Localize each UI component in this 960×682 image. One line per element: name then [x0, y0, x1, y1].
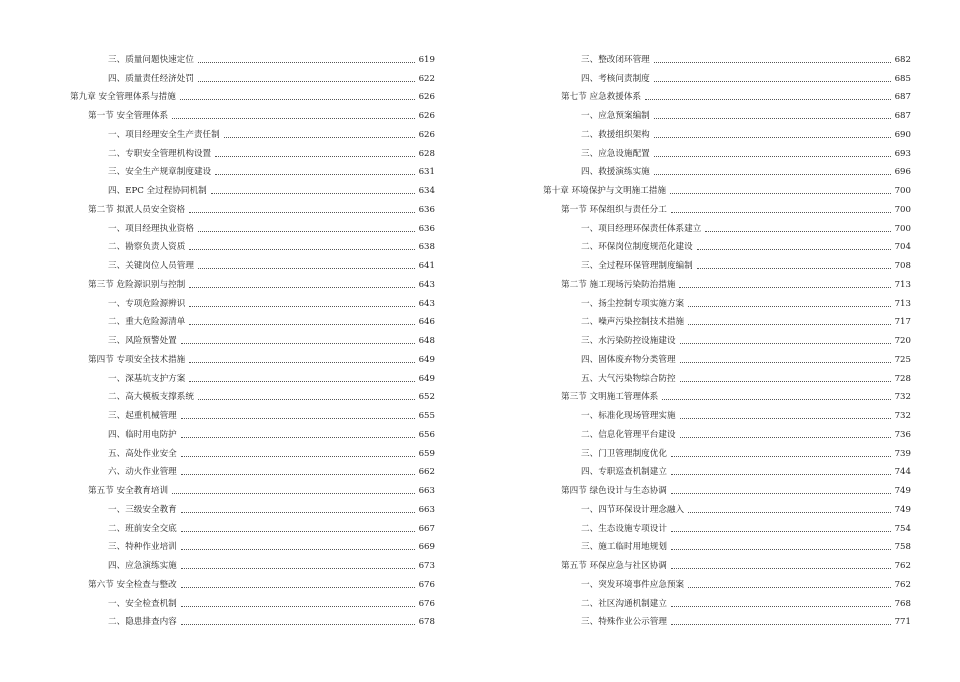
toc-entry-page-number: 648 — [418, 336, 435, 346]
toc-entry — [543, 84, 911, 103]
dot-leader — [181, 512, 415, 513]
toc-entry — [543, 290, 911, 309]
toc-entry-title: 第一节 安全管理体系 — [88, 111, 169, 121]
toc-entry — [543, 571, 911, 590]
toc-entry-title: 三、应急设施配置 — [581, 148, 650, 159]
toc-entry-title: 四、救援演练实施 — [581, 167, 650, 178]
dot-leader — [688, 587, 890, 588]
dot-leader — [172, 118, 415, 119]
toc-entry — [543, 384, 911, 403]
toc-entry-page-number: 771 — [894, 617, 911, 628]
toc-entry-title: 二、专职安全管理机构设置 — [108, 148, 212, 159]
dot-leader — [189, 249, 414, 250]
toc-entry-page-number: 649 — [418, 373, 435, 384]
dot-leader — [172, 493, 415, 494]
toc-entry-page-number: 732 — [894, 411, 911, 421]
toc-entry-title: 二、班前安全交底 — [108, 523, 177, 534]
toc-entry — [543, 121, 911, 140]
dot-leader — [198, 62, 415, 63]
toc-entry-title: 第二节 拟派人员安全资格 — [88, 204, 186, 215]
toc-entry-page-number: 704 — [894, 242, 911, 253]
toc-entry — [70, 309, 435, 328]
toc-entry-page-number: 667 — [418, 523, 435, 534]
toc-entry — [543, 365, 911, 384]
toc-entry-page-number: 713 — [894, 298, 911, 309]
toc-entry-title: 第四节 专项安全技术措施 — [88, 354, 186, 365]
dot-leader — [181, 437, 415, 438]
toc-entry-title: 三、关键岗位人员管理 — [108, 261, 194, 271]
dot-leader — [189, 362, 414, 363]
toc-entry-page-number: 622 — [418, 73, 435, 84]
dot-leader — [671, 606, 891, 607]
dot-leader — [654, 174, 891, 175]
dot-leader — [189, 287, 414, 288]
toc-entry-page-number: 652 — [418, 392, 435, 403]
dot-leader — [189, 381, 414, 382]
dot-leader — [181, 418, 415, 419]
dot-leader — [697, 249, 891, 250]
toc-entry — [543, 440, 911, 459]
toc-entry — [543, 590, 911, 609]
toc-entry-title: 三、门卫管理制度优化 — [581, 448, 667, 459]
toc-entry — [70, 590, 435, 609]
toc-entry-title: 三、整改闭环管理 — [581, 54, 650, 65]
toc-entry-title: 二、环保岗位制度规范化建设 — [581, 242, 693, 253]
toc-entry-title: 六、动火作业管理 — [108, 467, 177, 478]
toc-entry-page-number: 687 — [894, 92, 911, 103]
toc-entry — [543, 159, 911, 178]
toc-entry — [543, 102, 911, 121]
toc-entry — [543, 459, 911, 478]
toc-entry-title: 一、项目经理执业资格 — [108, 223, 194, 234]
toc-entry-page-number: 685 — [894, 73, 911, 84]
toc-entry-title: 一、四节环保设计理念融入 — [581, 504, 685, 515]
toc-entry-page-number: 631 — [418, 167, 435, 178]
toc-entry-title: 一、应急预案编制 — [581, 111, 650, 121]
toc-entry-title: 二、噪声污染控制技术措施 — [581, 317, 685, 328]
toc-entry — [70, 46, 435, 65]
dot-leader — [189, 324, 414, 325]
toc-entry-title: 一、扬尘控制专项实施方案 — [581, 298, 685, 309]
dot-leader — [680, 418, 891, 419]
toc-entry-page-number: 696 — [894, 167, 911, 178]
toc-entry-title: 二、信息化管理平台建设 — [581, 429, 676, 440]
toc-entry-title: 三、质量问题快速定位 — [108, 54, 194, 65]
dot-leader — [645, 99, 891, 100]
toc-entry — [543, 496, 911, 515]
toc-entry-title: 二、社区沟通机制建立 — [581, 598, 667, 609]
toc-entry-page-number: 754 — [894, 523, 911, 534]
toc-entry-title: 第五节 环保应急与社区协调 — [561, 561, 667, 571]
toc-entry-page-number: 676 — [418, 598, 435, 609]
toc-entry — [543, 327, 911, 346]
toc-entry-page-number: 713 — [894, 279, 911, 290]
toc-entry — [70, 140, 435, 159]
dot-leader — [198, 81, 415, 82]
dot-leader — [181, 606, 415, 607]
toc-entry-page-number: 700 — [894, 223, 911, 234]
toc-entry-title: 三、水污染防控设施建设 — [581, 336, 676, 346]
toc-entry-title: 一、深基坑支护方案 — [108, 373, 186, 384]
toc-entry-title: 四、考核问责制度 — [581, 73, 650, 84]
toc-entry-page-number: 720 — [894, 336, 911, 346]
toc-entry-title: 第五节 安全教育培训 — [88, 486, 169, 496]
dot-leader — [662, 399, 890, 400]
dot-leader — [671, 212, 891, 213]
toc-entry — [70, 515, 435, 534]
toc-entry-page-number: 758 — [894, 542, 911, 553]
dot-leader — [224, 137, 415, 138]
toc-entry-page-number: 643 — [418, 298, 435, 309]
toc-entry-page-number: 646 — [418, 317, 435, 328]
toc-entry-page-number: 626 — [418, 111, 435, 121]
dot-leader — [198, 268, 415, 269]
toc-entry-title: 三、安全生产规章制度建设 — [108, 167, 212, 178]
dot-leader — [671, 456, 891, 457]
toc-entry-title: 一、三级安全教育 — [108, 504, 177, 515]
toc-entry-title: 一、项目经理环保责任体系建立 — [581, 223, 702, 234]
toc-entry-page-number: 762 — [894, 561, 911, 571]
toc-entry-page-number: 744 — [894, 467, 911, 478]
dot-leader — [688, 324, 890, 325]
dot-leader — [189, 306, 414, 307]
toc-entry-page-number: 749 — [894, 486, 911, 496]
toc-entry-page-number: 662 — [418, 467, 435, 478]
dot-leader — [671, 493, 891, 494]
toc-entry-page-number: 638 — [418, 242, 435, 253]
dot-leader — [688, 512, 890, 513]
toc-entry-title: 一、安全检查机制 — [108, 598, 177, 609]
toc-entry — [70, 84, 435, 103]
toc-entry-title: 四、专职巡查机制建立 — [581, 467, 667, 478]
dot-leader — [679, 287, 890, 288]
toc-entry-title: 四、临时用电防护 — [108, 429, 177, 440]
toc-entry — [70, 271, 435, 290]
toc-entry-page-number: 762 — [894, 579, 911, 590]
dot-leader — [654, 156, 891, 157]
dot-leader — [654, 81, 891, 82]
dot-leader — [211, 193, 415, 194]
dot-leader — [181, 624, 415, 625]
toc-entry — [543, 196, 911, 215]
toc-entry — [70, 459, 435, 478]
toc-entry-page-number: 690 — [894, 129, 911, 140]
toc-entry-page-number: 636 — [418, 223, 435, 234]
dot-leader — [671, 568, 891, 569]
toc-entry-page-number: 682 — [894, 54, 911, 65]
toc-entry-page-number: 708 — [894, 261, 911, 271]
dot-leader — [181, 531, 415, 532]
toc-entry — [543, 46, 911, 65]
toc-entry-title: 第一节 环保组织与责任分工 — [561, 204, 667, 215]
toc-entry — [543, 477, 911, 496]
toc-entry — [70, 215, 435, 234]
toc-entry-page-number: 728 — [894, 373, 911, 384]
toc-entry — [70, 65, 435, 84]
toc-entry-title: 五、高处作业安全 — [108, 448, 177, 459]
toc-entry-page-number: 739 — [894, 448, 911, 459]
dot-leader — [654, 118, 891, 119]
dot-leader — [671, 624, 891, 625]
dot-leader — [670, 193, 891, 194]
dot-leader — [215, 174, 414, 175]
toc-entry-title: 二、重大危险源清单 — [108, 317, 186, 328]
toc-entry-page-number: 663 — [418, 486, 435, 496]
toc-entry-title: 一、突发环境事件应急预案 — [581, 579, 685, 590]
toc-entry-title: 第十章 环境保护与文明施工措施 — [543, 186, 667, 196]
dot-leader — [181, 343, 415, 344]
toc-entry-title: 四、固体废弃物分类管理 — [581, 354, 676, 365]
toc-entry — [543, 140, 911, 159]
dot-leader — [181, 456, 415, 457]
toc-entry-title: 第四节 绿色设计与生态协调 — [561, 486, 667, 496]
dot-leader — [680, 362, 891, 363]
toc-entry-page-number: 643 — [418, 279, 435, 290]
toc-entry-title: 一、专项危险源辨识 — [108, 298, 186, 309]
dot-leader — [680, 437, 891, 438]
toc-entry-title: 五、大气污染物综合防控 — [581, 373, 676, 384]
dot-leader — [198, 399, 415, 400]
dot-leader — [671, 474, 891, 475]
dot-leader — [181, 549, 415, 550]
toc-entry — [70, 290, 435, 309]
toc-entry — [70, 496, 435, 515]
toc-entry — [70, 346, 435, 365]
toc-entry-page-number: 725 — [894, 354, 911, 365]
toc-entry-title: 一、项目经理安全生产责任制 — [108, 129, 220, 140]
toc-entry — [543, 215, 911, 234]
toc-entry-page-number: 673 — [418, 561, 435, 571]
toc-entry — [70, 571, 435, 590]
dot-leader — [671, 549, 891, 550]
toc-entry-title: 二、救援组织架构 — [581, 129, 650, 140]
toc-entry — [543, 177, 911, 196]
toc-entry — [543, 609, 911, 628]
toc-entry-title: 二、生态设施专项设计 — [581, 523, 667, 534]
dot-leader — [654, 62, 891, 63]
toc-entry-page-number: 626 — [418, 92, 435, 103]
dot-leader — [654, 137, 891, 138]
toc-entry — [543, 402, 911, 421]
toc-entry — [543, 534, 911, 553]
toc-entry-title: 第七节 应急救援体系 — [561, 92, 642, 103]
toc-entry-page-number: 636 — [418, 204, 435, 215]
toc-entry — [543, 271, 911, 290]
toc-entry-page-number: 659 — [418, 448, 435, 459]
toc-entry-title: 第九章 安全管理体系与措施 — [70, 92, 176, 103]
toc-entry — [70, 365, 435, 384]
toc-entry — [543, 346, 911, 365]
toc-entry-page-number: 768 — [894, 598, 911, 609]
toc-entry-title: 四、EPC 全过程协同机制 — [108, 186, 207, 196]
toc-entry-page-number: 736 — [894, 429, 911, 440]
dot-leader — [680, 381, 891, 382]
toc-entry-page-number: 669 — [418, 542, 435, 553]
toc-entry-page-number: 641 — [418, 261, 435, 271]
toc-entry-page-number: 717 — [894, 317, 911, 328]
toc-entry — [543, 515, 911, 534]
toc-entry — [543, 65, 911, 84]
toc-entry-page-number: 749 — [894, 504, 911, 515]
toc-entry-page-number: 687 — [894, 111, 911, 121]
toc-entry-title: 四、应急演练实施 — [108, 561, 177, 571]
toc-entry — [70, 102, 435, 121]
dot-leader — [181, 568, 415, 569]
toc-entry — [70, 327, 435, 346]
toc-entry-title: 二、高大模板支撑系统 — [108, 392, 194, 403]
toc-entry-title: 三、施工临时用地规划 — [581, 542, 667, 553]
toc-entry-title: 四、质量责任经济处罚 — [108, 73, 194, 84]
dot-leader — [198, 231, 415, 232]
toc-entry-page-number: 655 — [418, 411, 435, 421]
toc-entry-title: 三、起重机械管理 — [108, 411, 177, 421]
toc-entry-page-number: 628 — [418, 148, 435, 159]
dot-leader — [189, 212, 414, 213]
toc-entry — [70, 252, 435, 271]
toc-entry-page-number: 700 — [894, 204, 911, 215]
toc-entry — [70, 177, 435, 196]
toc-left-page — [70, 46, 435, 627]
toc-entry-page-number: 676 — [418, 579, 435, 590]
toc-entry — [70, 440, 435, 459]
dot-leader — [680, 343, 891, 344]
toc-entry-page-number: 626 — [418, 129, 435, 140]
toc-entry — [543, 252, 911, 271]
toc-entry-page-number: 732 — [894, 392, 911, 403]
toc-entry-page-number: 663 — [418, 504, 435, 515]
toc-entry-title: 第二节 施工现场污染防治措施 — [561, 279, 676, 290]
toc-entry-title: 三、特种作业培训 — [108, 542, 177, 553]
toc-entry — [70, 402, 435, 421]
toc-entry-title: 第三节 文明施工管理体系 — [561, 392, 659, 403]
toc-entry-title: 三、风险预警处置 — [108, 336, 177, 346]
toc-entry-page-number: 656 — [418, 429, 435, 440]
dot-leader — [181, 474, 415, 475]
toc-entry-page-number: 693 — [894, 148, 911, 159]
toc-right-page — [543, 46, 911, 627]
toc-entry-page-number: 678 — [418, 617, 435, 628]
dot-leader — [671, 531, 891, 532]
toc-entry — [70, 534, 435, 553]
dot-leader — [215, 156, 414, 157]
toc-entry — [543, 552, 911, 571]
dot-leader — [697, 268, 891, 269]
dot-leader — [180, 99, 415, 100]
toc-entry — [70, 421, 435, 440]
toc-entry-title: 三、特殊作业公示管理 — [581, 617, 667, 628]
toc-entry-title: 一、标准化现场管理实施 — [581, 411, 676, 421]
toc-entry — [70, 159, 435, 178]
toc-entry-page-number: 700 — [894, 186, 911, 196]
toc-entry-title: 三、全过程环保管理制度编制 — [581, 261, 693, 271]
toc-entry — [70, 384, 435, 403]
toc-entry-page-number: 649 — [418, 354, 435, 365]
toc-entry-page-number: 634 — [418, 186, 435, 196]
toc-entry — [70, 121, 435, 140]
toc-entry-page-number: 619 — [418, 54, 435, 65]
toc-entry — [70, 234, 435, 253]
toc-entry-title: 二、隐患排查内容 — [108, 617, 177, 628]
toc-entry-title: 第六节 安全检查与整改 — [88, 579, 177, 590]
toc-entry-title: 第三节 危险源识别与控制 — [88, 279, 186, 290]
toc-entry — [70, 552, 435, 571]
toc-entry — [70, 609, 435, 628]
toc-entry — [70, 477, 435, 496]
dot-leader — [688, 306, 890, 307]
dot-leader — [181, 587, 415, 588]
toc-entry-title: 二、勘察负责人资质 — [108, 242, 186, 253]
toc-entry — [543, 309, 911, 328]
toc-entry — [543, 234, 911, 253]
toc-entry — [543, 421, 911, 440]
toc-entry — [70, 196, 435, 215]
dot-leader — [705, 231, 890, 232]
